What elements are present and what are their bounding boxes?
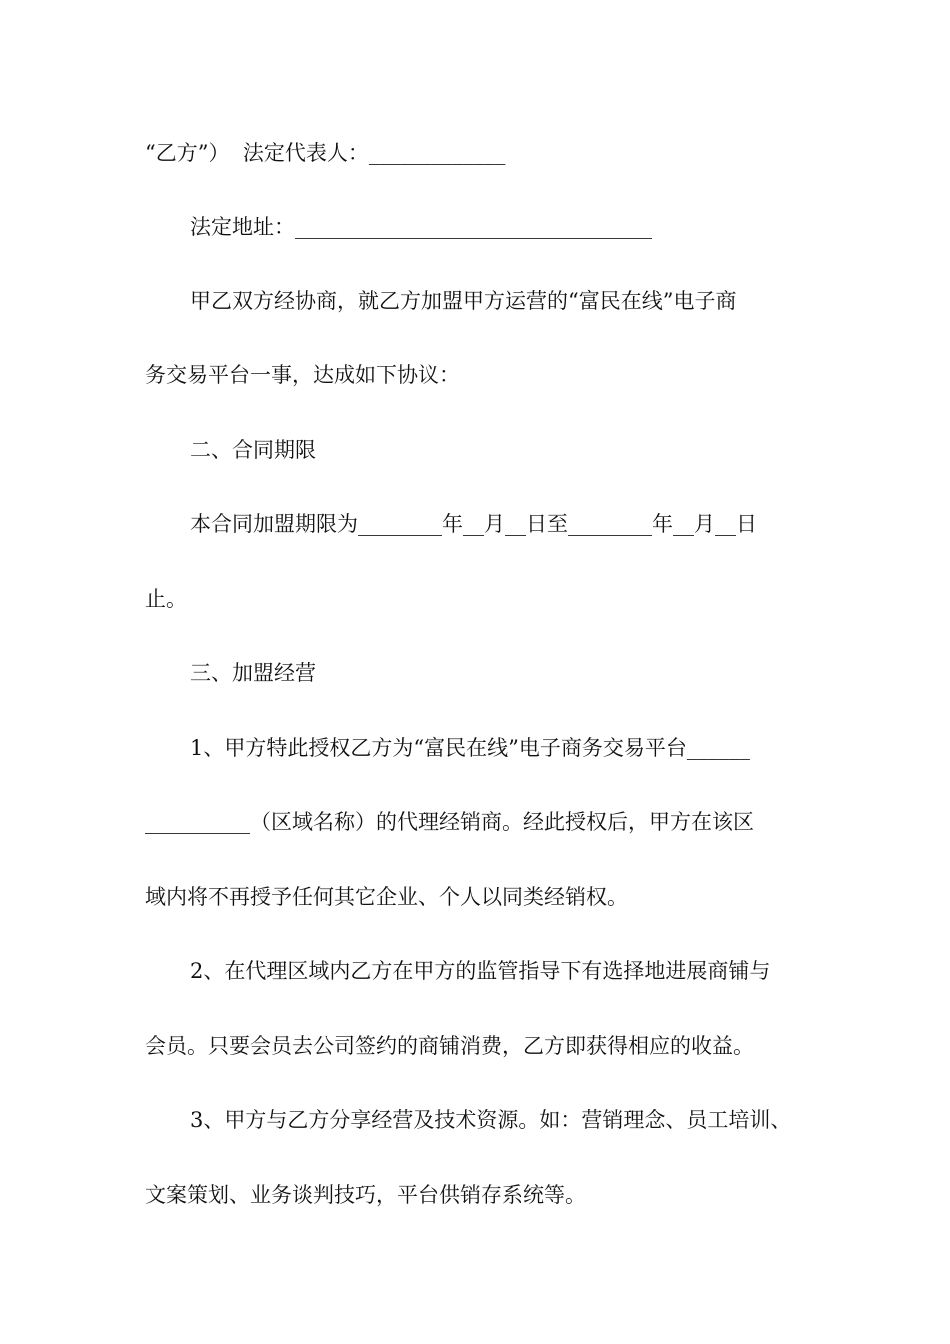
clause-1-line-1: 1、甲方特此授权乙方为“富民在线”电子商务交易平台______ bbox=[190, 736, 750, 760]
clause-2-line-1: 2、在代理区域内乙方在甲方的监管指导下有选择地进展商铺与 bbox=[190, 959, 771, 983]
section-heading-franchise: 三、加盟经营 bbox=[190, 661, 316, 685]
legal-address-line: 法定地址：__________________________________ bbox=[190, 215, 652, 239]
clause-3-line-1: 3、甲方与乙方分享经营及技术资源。如：营销理念、员工培训、 bbox=[190, 1108, 792, 1132]
contract-term-line-1: 本合同加盟期限为________年__月__日至________年__月__日 bbox=[190, 512, 757, 536]
intro-paragraph-line-1: 甲乙双方经协商，就乙方加盟甲方运营的“富民在线”电子商 bbox=[190, 289, 737, 313]
clause-2-line-2: 会员。只要会员去公司签约的商铺消费，乙方即获得相应的收益。 bbox=[145, 1034, 754, 1058]
clause-1-line-3: 域内将不再授予任何其它企业、个人以同类经销权。 bbox=[145, 885, 628, 909]
contract-term-line-2: 止。 bbox=[145, 587, 187, 611]
clause-1-line-2: __________（区域名称）的代理经销商。经此授权后，甲方在该区 bbox=[145, 810, 754, 834]
section-heading-contract-term: 二、合同期限 bbox=[190, 438, 316, 462]
clause-3-line-2: 文案策划、业务谈判技巧，平台供销存系统等。 bbox=[145, 1183, 586, 1207]
intro-paragraph-line-2: 务交易平台一事，达成如下协议： bbox=[145, 363, 460, 387]
party-b-representative-line: “乙方”） 法定代表人：_____________ bbox=[145, 141, 506, 165]
